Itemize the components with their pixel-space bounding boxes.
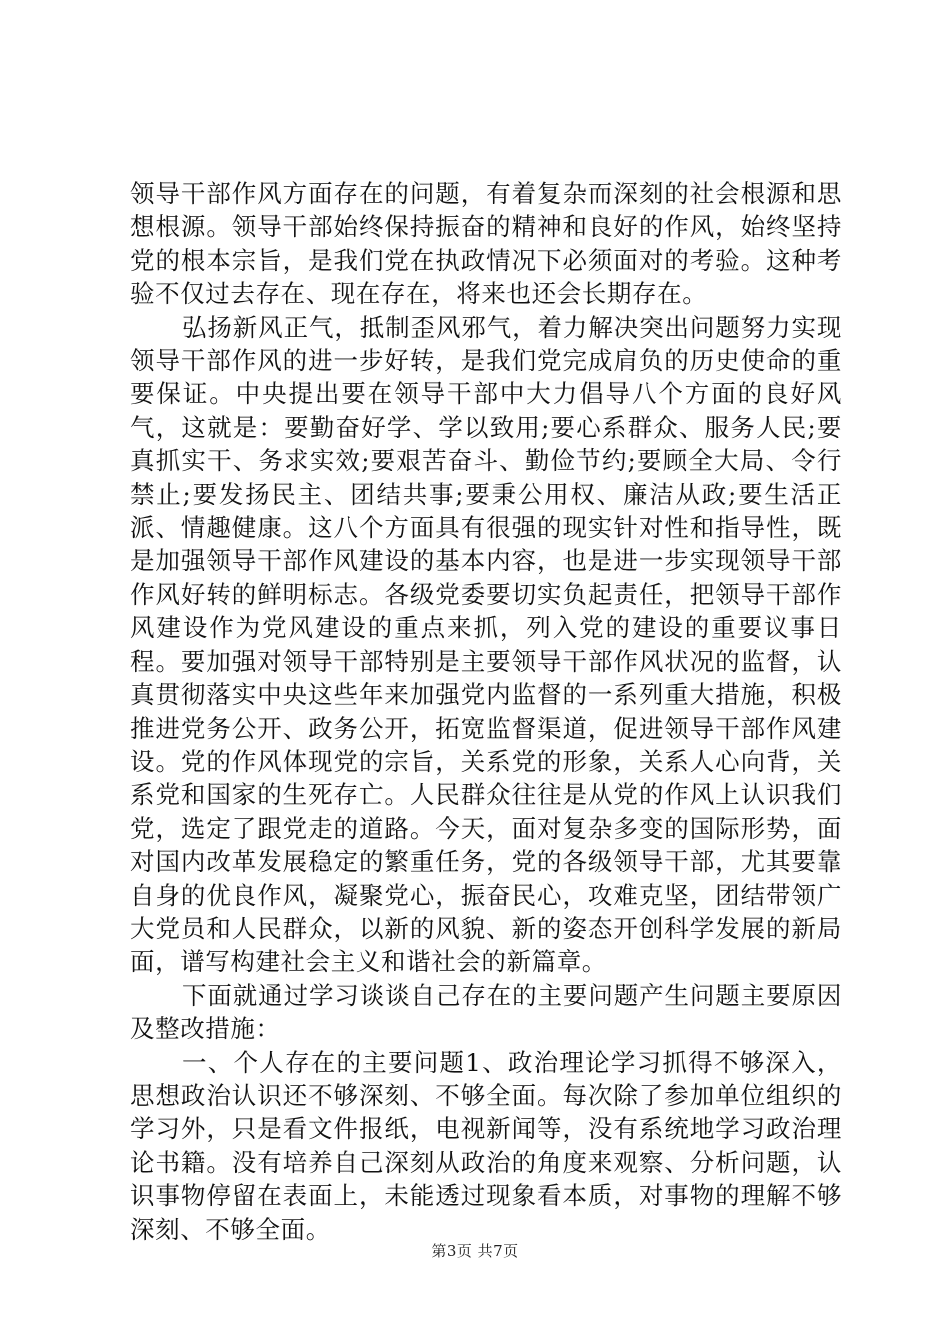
paragraph-4: 一、个人存在的主要问题1、政治理论学习抓得不够深入，思想政治认识还不够深刻、不够全面。每次除了参加单位组织的学习外，只是看文件报纸，电视新闻等，没有系统地学习政治理论书籍。没有培养自己深刻从政治的角度来观察、分析问题，认识事物停留在表面上，未能透过现象看本质，对事物的理解不够深刻、不够全面。 — [130, 1047, 842, 1244]
paragraph-2: 弘扬新风正气，抵制歪风邪气，着力解决突出问题努力实现领导干部作风的进一步好转，是我们党完成肩负的历史使命的重要保证。中央提出要在领导干部中大力倡导八个方面的良好风气，这就是：要勤奋好学、学以致用;要心系群众、服务人民;要真抓实干、务求实效;要艰苦奋斗、勤俭节约;要顾全大局、令行禁止;要发扬民主、团结共事;要秉公用权、廉洁从政;要生活正派、情趣健康。这八个方面具有很强的现实针对性和指导性，既是加强领导干部作风建设的基本内容，也是进一步实现领导干部作风好转的鲜明标志。各级党委要切实负起责任，把领导干部作风建设作为党风建设的重点来抓，列入党的建设的重要议事日程。要加强对领导干部特别是主要领导干部作风状况的监督，认真贯彻落实中央这些年来加强党内监督的一系列重大措施，积极推进党务公开、政务公开，拓宽监督渠道，促进领导干部作风建设。党的作风体现党的宗旨，关系党的形象，关系人心向背，关系党和国家的生死存亡。人民群众往往是从党的作风上认识我们党，选定了跟党走的道路。今天，面对复杂多变的国际形势，面对国内改革发展稳定的繁重任务，党的各级领导干部，尤其要靠自身的优良作风，凝聚党心，振奋民心，攻难克坚，团结带领广大党员和人民群众，以新的风貌、新的姿态开创科学发展的新局面，谱写构建社会主义和谐社会的新篇章。 — [130, 312, 842, 977]
paragraph-3: 下面就通过学习谈谈自己存在的主要问题产生问题主要原因及整改措施： — [130, 980, 842, 1044]
document-body — [130, 177, 842, 1246]
page-number-footer: 第3页 共7页 — [431, 1242, 519, 1260]
paragraph-1: 领导干部作风方面存在的问题，有着复杂而深刻的社会根源和思想根源。领导干部始终保持振奋的精神和良好的作风，始终坚持党的根本宗旨，是我们党在执政情况下必须面对的考验。这种考验不仅过去存在、现在存在，将来也还会长期存在。 — [130, 179, 842, 309]
